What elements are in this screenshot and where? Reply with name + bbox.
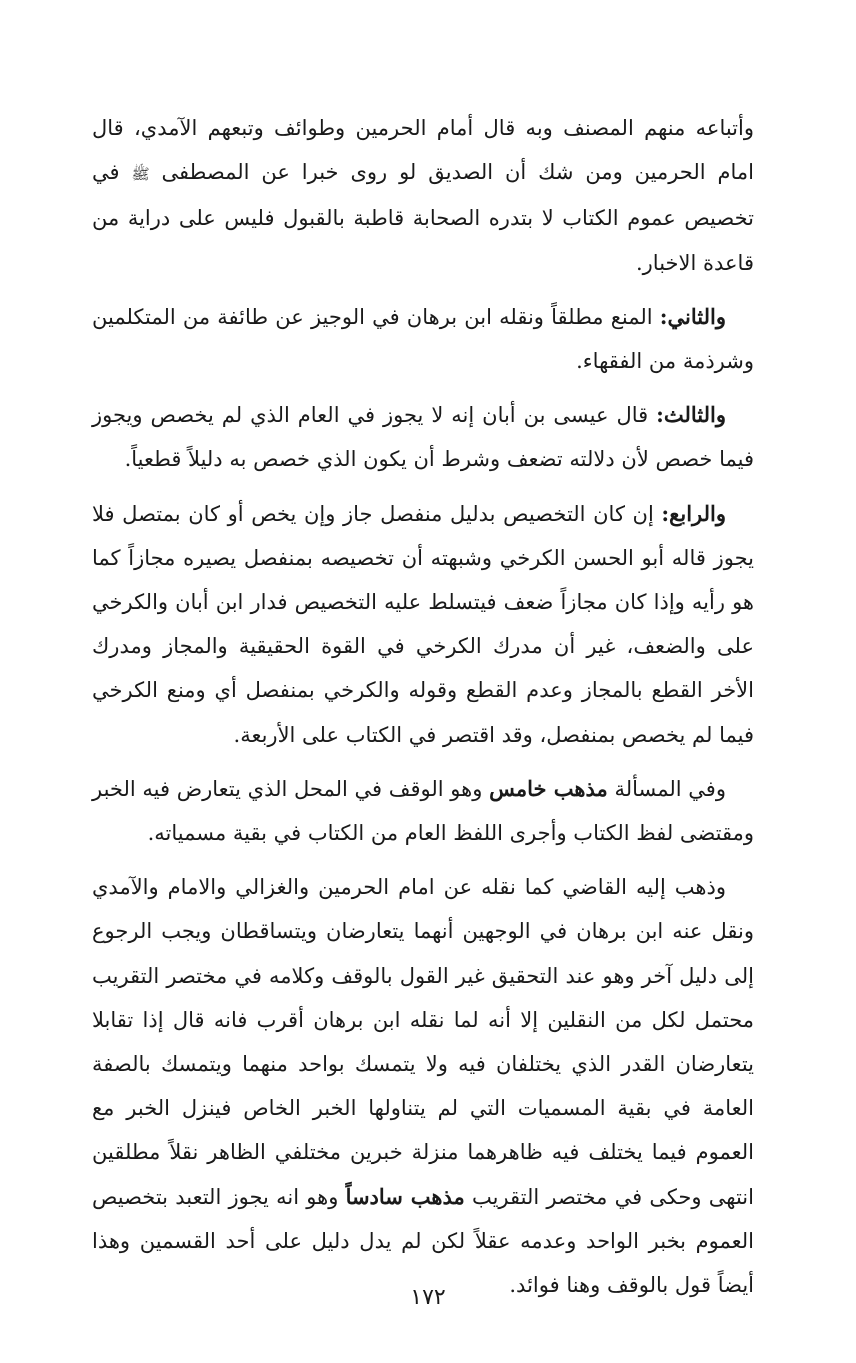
paragraph-lead: والثالث:: [656, 402, 727, 428]
paragraph-lead: والرابع:: [661, 500, 726, 526]
page-number: ١٧٢: [410, 1285, 446, 1310]
paragraph-fifth-school: [92, 767, 754, 855]
paragraph-text: في تخصيص عموم الكتاب لا بتدره الصحابة قاطبة بالقبول فليس على دراية من قاعدة الاخبار.: [92, 160, 754, 275]
page-text: [92, 106, 754, 1307]
paragraph-third-opinion: [92, 393, 754, 481]
paragraph-lead: والثاني:: [659, 303, 726, 329]
paragraph-text: إن كان التخصيص بدليل منفصل جاز وإن يخص أو كان بمتصل فلا يجوز قاله أبو الحسن الكرخي وشبهته أن تخصيصه بمنفصل يصيره مجازاً كما هو رأيه وإذا كان مجازاً ضعف فيتسلط عليه التخصيص فدار ابن أبان والكرخي على والضعف، غير أن مدرك الكرخي في القوة الحقيقية والمجاز ومدرك الأخر القطع بالمجاز وعدم القطع وقوله والكرخي بمنفصل أي ومنع الكرخي فيما لم يخصص بمنفصل، وقد اقتصر في الكتاب على الأربعة.: [92, 501, 754, 747]
paragraph-text: المنع مطلقاً ونقله ابن برهان في الوجيز عن طائفة من المتكلمين وشرذمة من الفقهاء.: [92, 304, 754, 374]
paragraph-fourth-opinion: [92, 492, 754, 757]
paragraph-text: وفي المسألة: [614, 776, 726, 801]
emphasized-term: مذهب سادساً: [345, 1183, 465, 1209]
honorific-symbol: ﷺ: [131, 165, 150, 184]
emphasized-term: مذهب خامس: [489, 775, 608, 801]
paragraph-qadi: [92, 865, 754, 1307]
paragraph-second-opinion: [92, 295, 754, 383]
paragraph-text: وأتباعه منهم المصنف وبه قال أمام الحرمين وطوائف وتبعهم الآمدي، قال امام الحرمين ومن شك أن الصديق لو روى خبرا عن المصطفى: [92, 116, 754, 185]
paragraph-first: [92, 106, 754, 285]
paragraph-text: وهو انه يجوز التعبد بتخصيص العموم بخبر الواحد وعدمه عقلاً لكن لم يدل دليل على أحد القسمين وهذا أيضاً قول بالوقف وهنا فوائد.: [92, 1184, 754, 1298]
paragraph-text: قال عيسى بن أبان إنه لا يجوز في العام الذي لم يخصص ويجوز فيما خصص لأن دلالته تضعف وشرط أن يكون الذي خصص به دليلاً قطعياً.: [92, 403, 754, 472]
paragraph-text: وذهب إليه القاضي كما نقله عن امام الحرمين والغزالي والامام والآمدي ونقل عنه ابن برهان في الوجهين أنهما يتعارضان ويتساقطان ويجب الرجوع إلى دليل آخر وهو عند التحقيق غير القول بالوقف وكلامه في مختصر التقريب محتمل لكل من النقلين إلا أنه لما نقله ابن برهان أقرب فانه قال إذا تقابلا يتعارضان القدر الذي يختلفان فيه ولا يتمسك بواحد منهما ويتمسك بالصفة العامة في بقية المسميات التي لم يتناولها الخبر الخاص فينزل الخبر مع العموم فيما يختلف فيه ظاهرهما منزلة خبرين مختلفي الظاهر نقلاً مطلقين انتهى وحكى في مختصر التقريب: [92, 875, 754, 1209]
paragraph-text: وهو الوقف في المحل الذي يتعارض فيه الخبر ومقتضى لفظ الكتاب وأجرى اللفظ العام من الكتاب في بقية مسمياته.: [92, 776, 754, 846]
